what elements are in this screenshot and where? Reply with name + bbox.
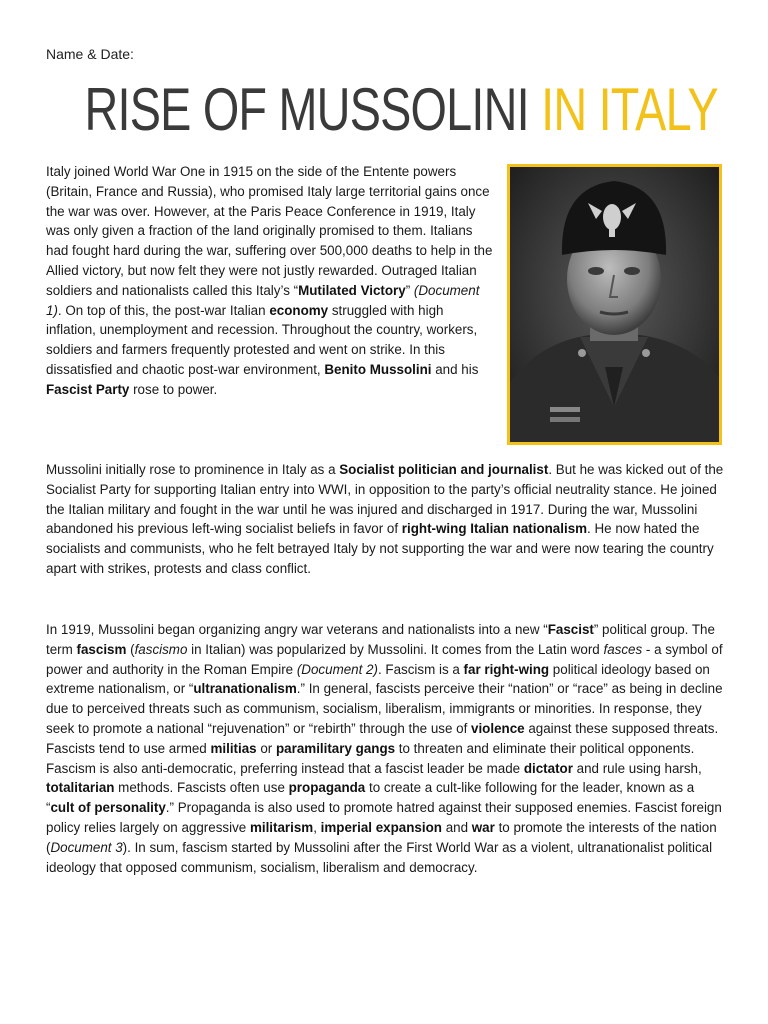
bold-term: paramilitary gangs <box>276 740 396 756</box>
italic-reference: Document 3 <box>50 839 123 855</box>
socialist-background-paragraph <box>46 460 726 579</box>
italic-reference: fascismo <box>134 641 188 657</box>
text-run: and rule using harsh, <box>572 760 702 776</box>
text-run: In 1919, Mussolini began organizing angry war veterans and nationalists into a new “ <box>46 622 548 637</box>
mussolini-portrait <box>507 164 722 445</box>
bold-term: cult of personality <box>50 800 166 816</box>
text-run: .” Propaganda is also used to promote hatred against their supposed enemies. Fascist foreign policy relies largely on aggressive <box>46 800 722 835</box>
italic-reference: (Document 1) <box>46 282 480 318</box>
bold-term: far right-wing <box>463 661 550 677</box>
text-run: to threaten and eliminate their political opponents. Fascism is also anti-democratic, preferring instead that a fascist leader be made <box>46 740 695 776</box>
text-run: and <box>441 819 472 835</box>
bold-term: war <box>471 819 495 835</box>
bold-term: violence <box>471 720 525 736</box>
bold-term: right-wing Italian nationalism <box>401 521 588 537</box>
bold-term: ultranationalism <box>193 681 297 697</box>
italic-reference: fasces <box>603 641 643 657</box>
bold-term: fascism <box>76 641 127 657</box>
text-run: methods. Fascists often use <box>114 780 289 796</box>
text-run: in Italian) was popularized by Mussolini. It comes from the Latin word <box>187 641 604 657</box>
text-run: to create a cult-like following for the leader, known as a “ <box>46 780 695 816</box>
italic-reference: (Document 2) <box>296 661 378 677</box>
fascism-definition-paragraph <box>46 620 726 877</box>
bold-term: totalitarian <box>46 780 115 796</box>
text-run: to promote the interests of the nation ( <box>46 819 717 855</box>
bold-term: Fascist Party <box>46 381 130 397</box>
text-run: political ideology based on extreme nationalism, or “ <box>46 661 710 697</box>
text-run: . On top of this, the post-war Italian <box>57 302 270 318</box>
bold-term: Fascist <box>547 622 594 637</box>
text-run: struggled with high inflation, unemployment and recession. Throughout the country, workers, soldiers and farmers frequently protested and went on strike. In this dissatisfied and chaotic post-war environment, <box>46 302 478 377</box>
text-run: ” political group. The term <box>46 622 715 657</box>
text-run: . Fascism is a <box>377 661 464 677</box>
text-run: ” <box>405 282 414 298</box>
bold-term: propaganda <box>288 780 366 796</box>
bold-term: militias <box>210 740 257 756</box>
bold-term: imperial expansion <box>320 819 442 835</box>
text-run: .” In general, fascists perceive their “nation” or “race” as being in decline due to perceived threats such as communism, socialism, liberalism, immigrants or minorities. In response, they seek to promote a national “rejuvenation” or “rebirth” through the use of <box>46 681 723 736</box>
text-run: or <box>256 740 276 756</box>
bold-term: dictator <box>523 760 573 776</box>
text-run: against these supposed threats. Fascists tend to use armed <box>46 720 719 756</box>
title-accent: IN ITALY <box>541 76 718 143</box>
text-run: . He now hated the socialists and communists, who he felt betrayed Italy by not supporting the war and were now tearing the country apart with strikes, protests and class conflict. <box>46 521 714 576</box>
text-run: Mussolini initially rose to prominence in Italy as a <box>46 462 340 477</box>
text-run: . But he was kicked out of the Socialist Party for supporting Italian entry into WWI, in opposition to the party’s official neutrality stance. He joined the Italian military and fought in the war until he was injured and discharged in 1917. During the war, Mussolini abandoned his previous left-wing socialist beliefs in favor of <box>46 462 724 537</box>
text-run: ( <box>126 641 135 657</box>
text-run: , <box>313 819 321 835</box>
bold-term: economy <box>269 302 329 318</box>
title-main: RISE OF MUSSOLINI <box>84 76 529 143</box>
text-run: - a symbol of power and authority in the Roman Empire <box>46 641 723 677</box>
text-run: ). In sum, fascism started by Mussolini after the First World War as a violent, ultranationalist political ideology that opposed communism, socialism, liberalism and democracy. <box>46 839 713 875</box>
bold-term: militarism <box>249 819 314 835</box>
text-run: Italy joined World War One in 1915 on the side of the Entente powers (Britain, France and Russia), who promised Italy large territorial gains once the war was over. However, at the Paris Peace Conference in 1919, Italy was only given a fraction of the land originally promised to them. Italians had fought hard during the war, suffering over 500,000 deaths to help in the Allied victory, but now felt they were not justly rewarded. Outraged Italian soldiers and nationalists called this Italy’s “ <box>46 164 493 298</box>
page-title <box>84 76 718 143</box>
bold-term: Mutilated Victory <box>298 282 406 298</box>
bold-term: Benito Mussolini <box>324 361 432 377</box>
name-date-label: Name & Date: <box>46 46 134 62</box>
text-run: rose to power. <box>129 381 218 397</box>
bold-term: Socialist politician and journalist <box>339 462 549 477</box>
intro-paragraph <box>46 162 496 400</box>
text-run: and his <box>431 361 479 377</box>
